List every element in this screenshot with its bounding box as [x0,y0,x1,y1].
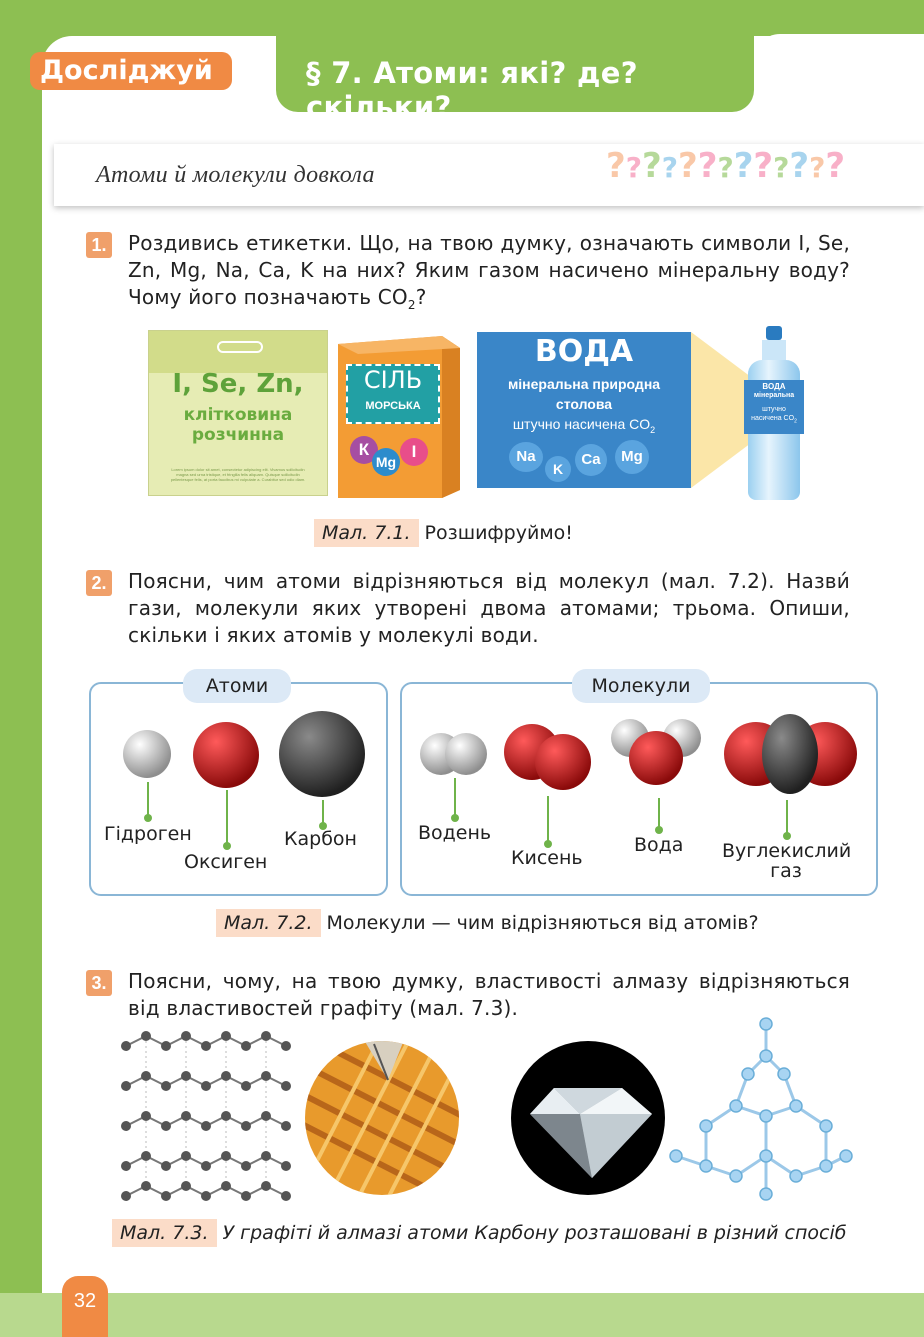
pack-line-2: розчинна [191,425,285,445]
water-pointer [658,798,660,828]
oxygen-pointer [226,790,228,844]
salt-subtitle: МОРСЬКА [365,400,421,412]
label-oxygen: Оксиген [184,851,268,873]
pack-title: I, Se, Zn, [172,369,304,399]
water-label-title: ВОДА [534,334,634,369]
task-2-text: Поясни, чим атоми відрізняються від молекул (мал. 7.2). Назви́ гази, молекули яких утворені двома атомами; трьома. Опиши, скільки і яких атомів у молекулі води. [128,569,850,647]
atoms-heading: Атоми [183,669,291,703]
salt-title: СІЛЬ [363,366,423,394]
bottle-line-3: штучно [762,406,786,413]
bottom-band [0,1293,924,1337]
water-label-line-2: столова [555,396,613,412]
label-hydrogen-gas: Водень [418,822,492,844]
diamond-image [510,1040,666,1196]
bottle-line-2: мінеральна [753,392,795,399]
water-label-line-3: штучно насичена $CO_2$ [512,416,656,435]
hydrogen-pointer [147,782,149,816]
hydrogen-molecule-model [420,733,487,775]
task-number-2: 2. [86,570,112,596]
water-label-line-1: мінеральна природна [507,376,661,392]
task-3-text: Поясни, чому, на твою думку, властивості алмазу відрізняються від властивостей графіту (мал. 7.3). [128,969,850,1020]
bottle-line-1: ВОДА [762,382,786,391]
label-water: Вода [634,834,684,856]
page-number: 32 [62,1276,108,1337]
carbon-dioxide-molecule-model [724,714,857,794]
molecules-heading: Молекули [572,669,710,703]
task-number-3: 3. [86,970,112,996]
hydrogen-atom-model [123,730,171,778]
task-number-1: 1. [86,232,112,258]
figure-7-2-caption: Мал. 7.2. Молекули — чим відрізняються від атомів? [216,912,759,934]
co2-pointer-dot [783,832,791,840]
hydrogen-pointer-dot [144,814,152,822]
water-k-badge: K [545,456,571,482]
oxygen-pointer-dot [223,842,231,850]
label-hydrogen: Гідроген [104,823,192,845]
figure-7-3-caption: Мал. 7.3. У графіті й алмазі атоми Карбону розташовані в різний спосіб [112,1222,846,1244]
salt-k-badge: К [350,436,378,464]
water-molecule-model [611,719,701,785]
label-oxygen-gas: Кисень [511,847,583,869]
question-marks-decoration: ????????????? [606,146,846,186]
hydrogen-molecule-pointer [454,778,456,816]
section-tag: Досліджуй [30,52,232,90]
label-carbon: Карбон [284,828,357,850]
bottle-line-4: насичена $CO_2$ [751,415,797,425]
label-co2-line2: газ [770,860,802,882]
water-na-badge: Na [509,442,543,472]
salt-i-badge: I [400,438,428,466]
pack-line-1: клітковина [183,405,293,425]
oxygen-molecule-pointer [547,796,549,842]
pack-fine-print: Lorem ipsum dolor sit amet, consectetur adipiscing elit. Vivamus sollicitudin magna sed urna tristique, et fringilla felis aliquam. Quisque sollicitudin pellentesque felis, at porta faucibus mi vulputate a. Curabitur sed odio diam. [170,467,306,482]
water-mg-badge: Mg [615,440,649,474]
pencils-image [304,1040,460,1196]
oxygen-molecule-model [504,724,591,790]
task-1-text: Роздивись етикетки. Що, на твою думку, означають символи I, Se, Zn, Mg, Na, Ca, K на них? Яким газом насичено мінеральну воду? Чому його позначають $CO_2$? [128,231,850,312]
page-title: § 7. Атоми: які? де? скільки? [306,56,638,124]
oxygen-atom-model [193,722,259,788]
water-pointer-dot [655,826,663,834]
co2-pointer [786,800,788,834]
carbon-atom-model [279,711,365,797]
graphite-structure-image [116,1026,292,1202]
hydrogen-molecule-pointer-dot [451,814,459,822]
figure-7-1-caption: Мал. 7.1. Розшифруймо! [314,522,573,544]
diamond-structure-image [666,1016,856,1206]
water-ca-badge: Ca [575,444,607,476]
subheader-title: Атоми й молекули довкола [96,162,375,188]
label-co2-line1: Вуглекислий [722,840,852,862]
salt-mg-badge: Mg [372,448,400,476]
